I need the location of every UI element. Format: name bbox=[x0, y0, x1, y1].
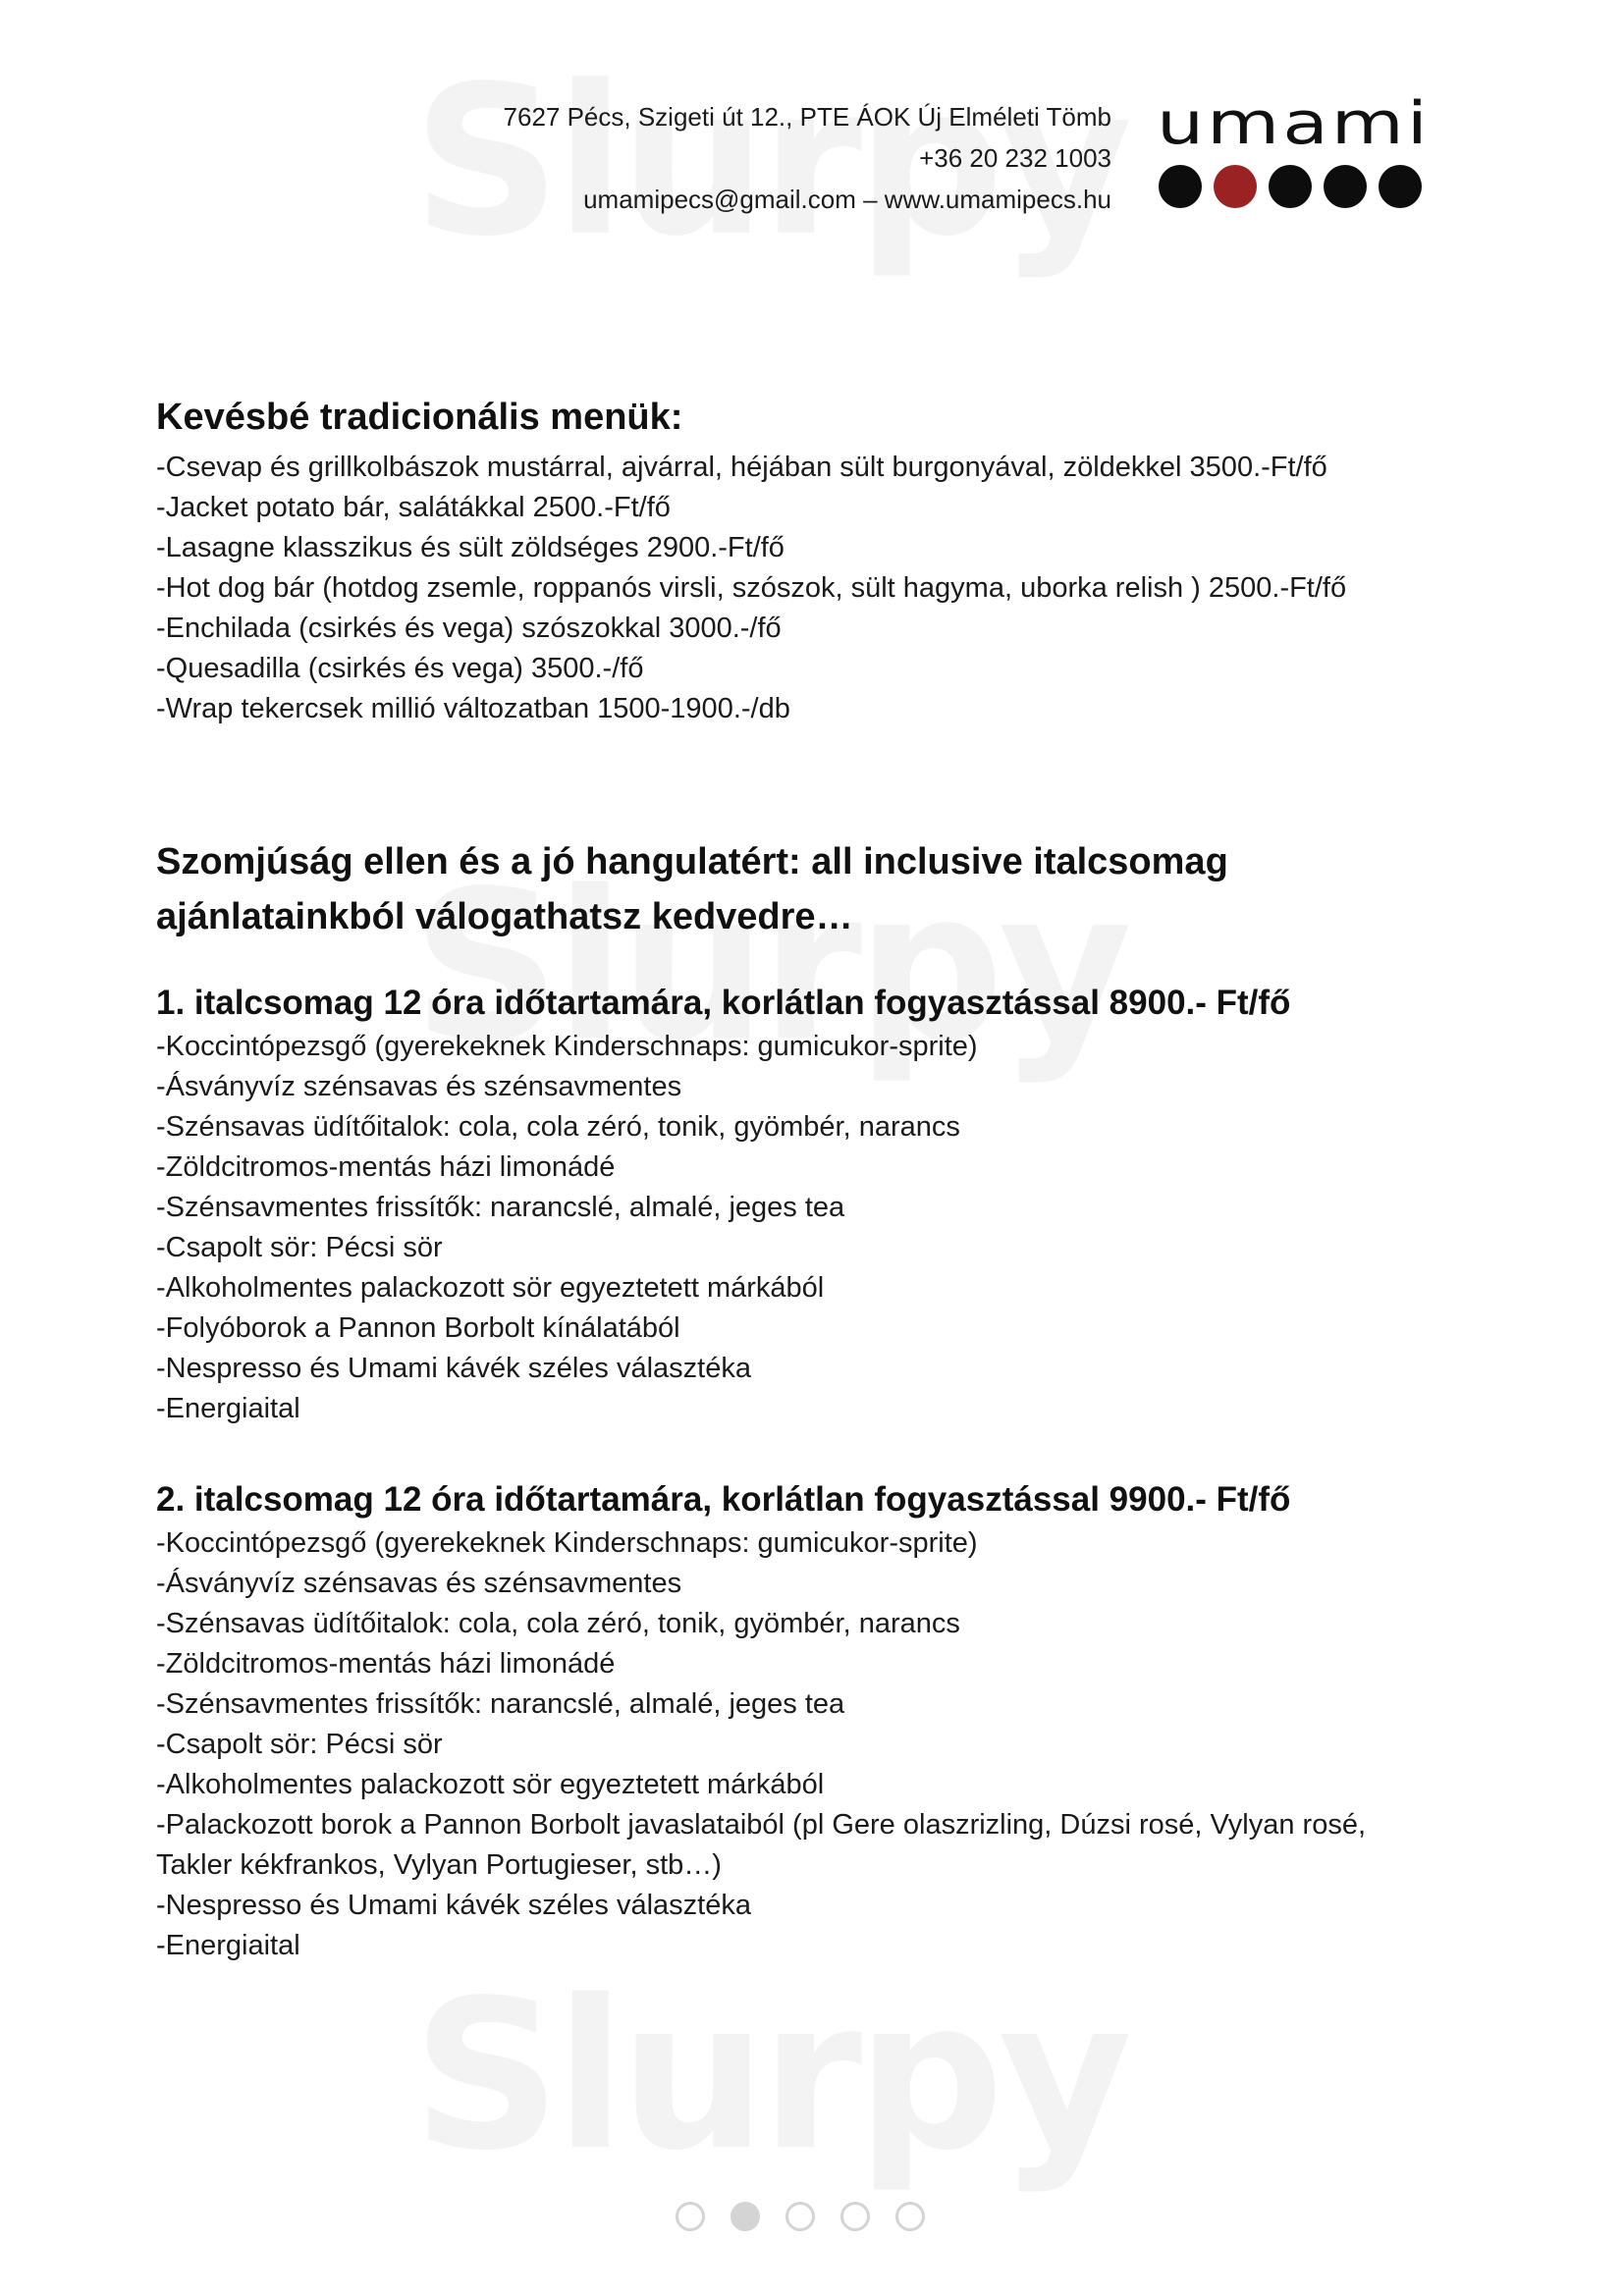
list-item: -Koccintópezsgő (gyerekeknek Kinderschnaps: gumicukor-sprite) bbox=[156, 1527, 978, 1559]
drinks-title-line1: Szomjúság ellen és a jó hangulatért: all inclusive italcsomag bbox=[156, 841, 1228, 882]
list-item: -Szénsavas üdítőitalok: cola, cola zéró, tonik, gyömbér, narancs bbox=[156, 1608, 960, 1639]
watermark-bottom bbox=[412, 1973, 1127, 2179]
page-dot-3[interactable] bbox=[785, 2202, 815, 2231]
list-item: -Energiaital bbox=[156, 1393, 300, 1424]
page-dot-2[interactable] bbox=[731, 2202, 760, 2231]
logo-text: umami bbox=[1157, 94, 1431, 148]
email-web: umamipecs@gmail.com – www.umamipecs.hu bbox=[583, 185, 1111, 214]
list-item: -Jacket potato bár, salátákkal 2500.-Ft/fő bbox=[156, 492, 671, 523]
phone: +36 20 232 1003 bbox=[919, 143, 1111, 173]
list-item: Takler kékfrankos, Vylyan Portugieser, stb…) bbox=[156, 1849, 722, 1881]
logo-dot bbox=[1324, 165, 1367, 208]
package-1-list bbox=[156, 1027, 1290, 1429]
list-item: -Quesadilla (csirkés és vega) 3500.-/fő bbox=[156, 653, 644, 684]
package-1-title: 1. italcsomag 12 óra időtartamára, korlátlan fogyasztással 8900.- Ft/fő bbox=[156, 984, 1291, 1022]
menus-title: Kevésbé tradicionális menük: bbox=[156, 397, 683, 438]
list-item: -Wrap tekercsek millió változatban 1500-1900.-/db bbox=[156, 693, 790, 724]
list-item: -Palackozott borok a Pannon Borbolt javaslataiból (pl Gere olaszrizling, Dúzsi rosé, Vylyan rosé, bbox=[156, 1809, 1367, 1841]
logo-dot bbox=[1379, 165, 1422, 208]
list-item: -Lasagne klasszikus és sült zöldséges 2900.-Ft/fő bbox=[156, 532, 785, 563]
address: 7627 Pécs, Szigeti út 12., PTE ÁOK Új Elméleti Tömb bbox=[503, 102, 1111, 132]
list-item: -Csapolt sör: Pécsi sör bbox=[156, 1232, 443, 1263]
logo-dots bbox=[1159, 165, 1422, 208]
list-item: -Nespresso és Umami kávék széles választéka bbox=[156, 1353, 751, 1384]
drinks-heading bbox=[156, 834, 1228, 944]
list-item: -Koccintópezsgő (gyerekeknek Kinderschnaps: gumicukor-sprite) bbox=[156, 1031, 978, 1062]
logo-dot-red bbox=[1214, 165, 1257, 208]
drink-package-2 bbox=[156, 1476, 1366, 1966]
drinks-title-line2: ajánlatainkból válogathatsz kedvedre… bbox=[156, 896, 853, 937]
list-item: -Nespresso és Umami kávék széles választéka bbox=[156, 1890, 751, 1921]
list-item: -Csapolt sör: Pécsi sör bbox=[156, 1729, 443, 1760]
list-item: -Szénsavmentes frissítők: narancslé, almalé, jeges tea bbox=[156, 1192, 845, 1223]
page-indicator bbox=[676, 2202, 925, 2231]
menus-list bbox=[156, 448, 1346, 729]
page-dot-4[interactable] bbox=[840, 2202, 870, 2231]
umami-logo bbox=[1157, 94, 1475, 163]
menus-section bbox=[156, 393, 1346, 729]
list-item: -Hot dog bár (hotdog zsemle, roppanós virsli, szószok, sült hagyma, uborka relish ) 2500.-Ft/fő bbox=[156, 572, 1347, 604]
contact-info bbox=[424, 96, 1111, 220]
list-item: -Csevap és grillkolbászok mustárral, ajvárral, héjában sült burgonyával, zöldekkel 3500.-Ft/fő bbox=[156, 452, 1327, 483]
list-item: -Zöldcitromos-mentás házi limonádé bbox=[156, 1648, 616, 1680]
list-item: -Energiaital bbox=[156, 1930, 300, 1961]
logo-dot bbox=[1159, 165, 1202, 208]
drink-package-1 bbox=[156, 980, 1290, 1429]
page-dot-1[interactable] bbox=[676, 2202, 705, 2231]
package-2-title: 2. italcsomag 12 óra időtartamára, korlátlan fogyasztással 9900.- Ft/fő bbox=[156, 1480, 1291, 1519]
watermark-text bbox=[412, 1955, 1127, 2196]
list-item: -Szénsavmentes frissítők: narancslé, almalé, jeges tea bbox=[156, 1688, 845, 1720]
list-item: -Szénsavas üdítőitalok: cola, cola zéró, tonik, gyömbér, narancs bbox=[156, 1111, 960, 1143]
list-item: -Alkoholmentes palackozott sör egyeztetett márkából bbox=[156, 1272, 825, 1304]
list-item: -Zöldcitromos-mentás házi limonádé bbox=[156, 1151, 616, 1183]
list-item: -Ásványvíz szénsavas és szénsavmentes bbox=[156, 1071, 682, 1102]
list-item: -Alkoholmentes palackozott sör egyeztetett márkából bbox=[156, 1769, 825, 1800]
logo-dot bbox=[1269, 165, 1312, 208]
package-2-list bbox=[156, 1523, 1366, 1966]
list-item: -Ásványvíz szénsavas és szénsavmentes bbox=[156, 1568, 682, 1599]
page-dot-5[interactable] bbox=[895, 2202, 925, 2231]
list-item: -Folyóborok a Pannon Borbolt kínálatából bbox=[156, 1312, 680, 1344]
list-item: -Enchilada (csirkés és vega) szószokkal 3000.-/fő bbox=[156, 613, 782, 644]
